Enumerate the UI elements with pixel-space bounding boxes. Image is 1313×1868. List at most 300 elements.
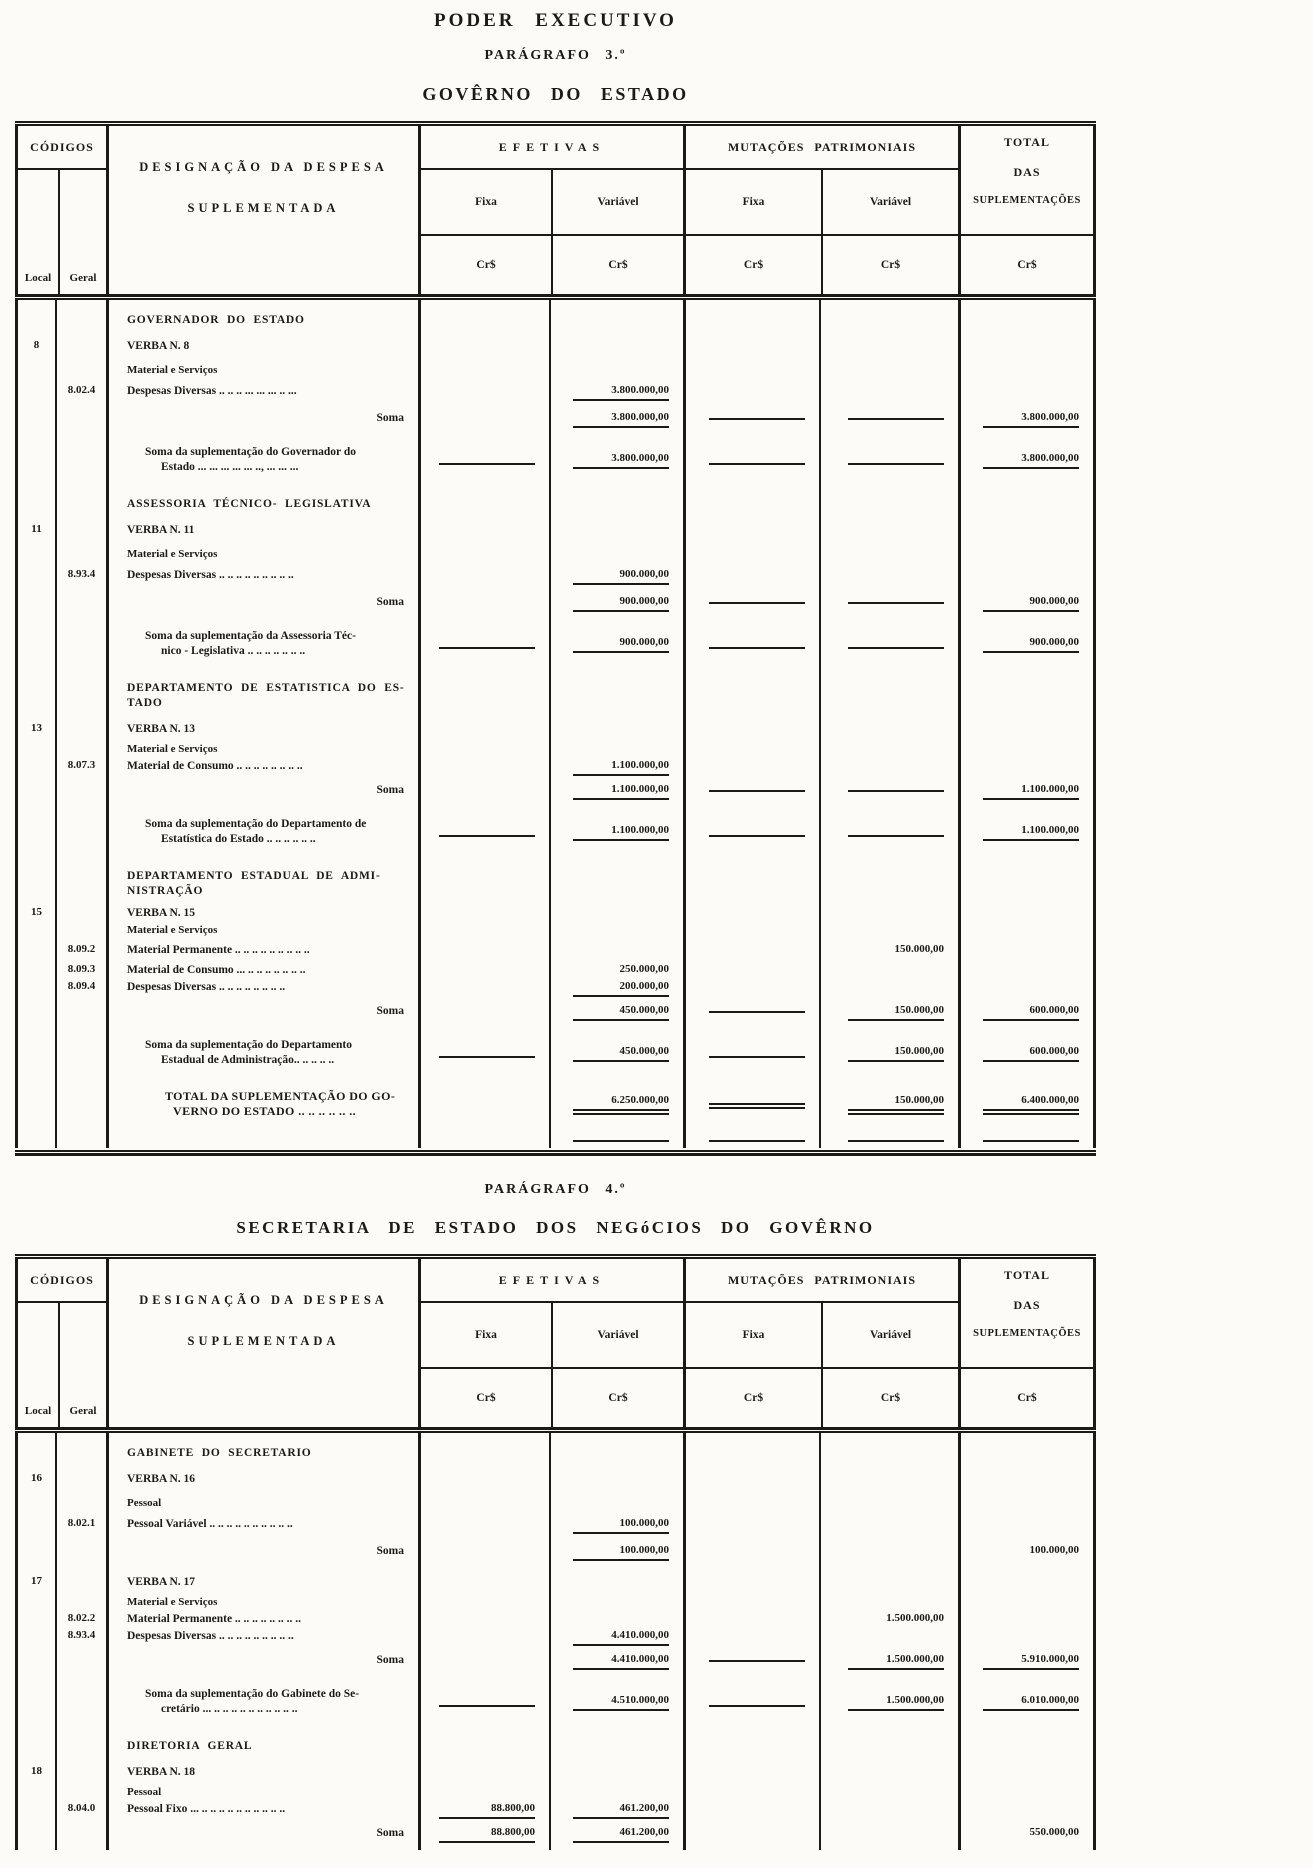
amount: 900.000,00 <box>983 636 1079 653</box>
amount: 1.100.000,00 <box>983 824 1079 841</box>
designacao-line: VERNO DO ESTADO .. .. .. .. .. .. <box>173 1104 356 1118</box>
cell-geral <box>57 332 109 358</box>
table-row <box>15 564 1096 589</box>
table-row <box>15 1131 1096 1148</box>
currency-label: Cr$ <box>880 259 901 271</box>
cell-local <box>15 1726 57 1758</box>
amount: 200.000,00 <box>573 980 669 997</box>
cell-local: 8 <box>15 332 57 358</box>
cell-mutacoes-variavel <box>821 962 961 979</box>
cell-total <box>961 435 1096 484</box>
amount <box>709 456 805 465</box>
designacao-label-line2: SUPLEMENTADA <box>187 201 340 215</box>
cell-geral <box>57 358 109 380</box>
cell-mutacoes-fixa <box>686 1628 821 1647</box>
cell-total <box>961 1628 1096 1647</box>
amount: 600.000,00 <box>983 1045 1079 1062</box>
cell-efetivas-variavel <box>551 516 686 542</box>
cell-geral <box>57 1594 109 1611</box>
cell-total <box>961 998 1096 1028</box>
paragraph-4-heading: PARÁGRAFO 4.º <box>484 1182 627 1197</box>
document-title: PODER EXECUTIVO <box>434 10 677 31</box>
cell-designacao <box>109 1801 421 1820</box>
cell-designacao <box>109 715 421 741</box>
cell-total <box>961 1568 1096 1594</box>
currency-label: Cr$ <box>476 259 496 271</box>
amount: 900.000,00 <box>983 595 1079 612</box>
cell-geral <box>57 1568 109 1594</box>
table-row <box>15 358 1096 380</box>
cell-total <box>961 715 1096 741</box>
cell-designacao <box>109 1726 421 1758</box>
designacao-line: nico - Legislativa .. .. .. .. .. .. .. <box>161 645 306 657</box>
cell-local <box>15 1628 57 1647</box>
cell-mutacoes-variavel <box>821 715 961 741</box>
cell-efetivas-fixa <box>421 962 551 979</box>
cell-geral: 8.04.0 <box>57 1801 109 1820</box>
cell-total <box>961 777 1096 807</box>
cell-mutacoes-variavel <box>821 405 961 435</box>
cell-mutacoes-variavel <box>821 1594 961 1611</box>
amount <box>709 1653 805 1662</box>
efetivas-subheader <box>421 170 683 294</box>
amount: 1.500.000,00 <box>886 1612 944 1624</box>
cell-designacao <box>109 962 421 979</box>
fixa-label: Fixa <box>421 170 551 236</box>
amount: 900.000,00 <box>573 636 669 653</box>
cell-total <box>961 484 1096 516</box>
table-row <box>15 998 1096 1028</box>
designacao-line: Soma da suplementação do Governador do <box>145 446 356 458</box>
cell-mutacoes-variavel <box>821 979 961 998</box>
amount: 900.000,00 <box>573 568 669 585</box>
cell-geral <box>57 1491 109 1513</box>
amount <box>439 640 535 649</box>
amount: 150.000,00 <box>848 1004 944 1021</box>
cell-mutacoes-fixa <box>686 1131 821 1148</box>
amount <box>573 1133 669 1142</box>
amount: 4.510.000,00 <box>573 1694 669 1711</box>
cell-designacao <box>109 1647 421 1677</box>
cell-total <box>961 1726 1096 1758</box>
designacao-line: Material e Serviços <box>127 924 218 936</box>
amount <box>709 828 805 837</box>
cell-total <box>961 939 1096 962</box>
cell-total <box>961 1465 1096 1491</box>
cell-geral <box>57 405 109 435</box>
header-designacao <box>109 1259 421 1427</box>
designacao-line: Material Permanente .. .. .. .. .. .. .. .. <box>127 1613 302 1625</box>
cell-mutacoes-variavel <box>821 1611 961 1628</box>
cell-efetivas-variavel <box>551 1491 686 1513</box>
mutacoes-fixa-column <box>686 170 821 294</box>
table-row <box>15 807 1096 856</box>
cell-efetivas-variavel <box>551 939 686 962</box>
designacao-line: GOVERNADOR DO ESTADO <box>127 314 305 326</box>
cell-efetivas-variavel <box>551 1568 686 1594</box>
table-row <box>15 777 1096 807</box>
cell-local <box>15 777 57 807</box>
cell-total <box>961 1801 1096 1820</box>
cell-efetivas-variavel <box>551 1611 686 1628</box>
cell-mutacoes-variavel <box>821 358 961 380</box>
designacao-line: VERBA N. 18 <box>127 1766 196 1778</box>
cell-efetivas-variavel <box>551 1465 686 1491</box>
designacao-line: Soma <box>376 1005 404 1017</box>
cell-total <box>961 807 1096 856</box>
cell-designacao <box>109 405 421 435</box>
table-row <box>15 1801 1096 1820</box>
designacao-line: NISTRAÇÃO <box>127 885 204 897</box>
designacao-line: Soma da suplementação do Departamento de <box>145 818 367 830</box>
table-row <box>15 1538 1096 1568</box>
cell-total <box>961 542 1096 564</box>
cell-efetivas-fixa <box>421 1628 551 1647</box>
cell-mutacoes-fixa <box>686 380 821 405</box>
table-row <box>15 1758 1096 1784</box>
cell-local <box>15 1131 57 1148</box>
currency-label: Cr$ <box>476 1392 496 1404</box>
header-mutacoes <box>686 1259 961 1427</box>
cell-mutacoes-fixa <box>686 1513 821 1538</box>
cell-total <box>961 1820 1096 1850</box>
header-efetivas <box>421 1259 686 1427</box>
cell-designacao <box>109 807 421 856</box>
cell-local <box>15 1820 57 1850</box>
local-column-label: Local <box>18 1303 60 1427</box>
total-label-line1: TOTAL <box>1004 1268 1050 1282</box>
designacao-line: ASSESSORIA TÉCNICO- LEGISLATIVA <box>127 498 372 510</box>
cell-efetivas-variavel <box>551 777 686 807</box>
amount: 1.500.000,00 <box>848 1653 944 1670</box>
cell-geral: 8.02.2 <box>57 1611 109 1628</box>
currency-label: Cr$ <box>608 259 628 271</box>
amount: 100.000,00 <box>1029 1544 1079 1556</box>
amount <box>848 411 944 420</box>
cell-geral: 8.09.4 <box>57 979 109 998</box>
designacao-line: Material Permanente .. .. .. .. .. .. .. .. .. <box>127 944 310 956</box>
cell-efetivas-fixa <box>421 380 551 405</box>
cell-efetivas-variavel <box>551 758 686 777</box>
cell-designacao <box>109 1465 421 1491</box>
amount: 5.910.000,00 <box>983 1653 1079 1670</box>
cell-mutacoes-fixa <box>686 1465 821 1491</box>
total-label <box>961 126 1093 236</box>
cell-geral <box>57 589 109 619</box>
amount: 450.000,00 <box>573 1045 669 1062</box>
cell-efetivas-fixa <box>421 358 551 380</box>
currency-label: Cr$ <box>743 1392 764 1404</box>
cell-local <box>15 435 57 484</box>
designacao-line: TADO <box>127 697 163 709</box>
cell-mutacoes-fixa <box>686 741 821 758</box>
cell-efetivas-variavel <box>551 1594 686 1611</box>
designacao-line: Soma <box>376 1827 404 1839</box>
cell-local <box>15 1647 57 1677</box>
table-row <box>15 332 1096 358</box>
cell-efetivas-variavel <box>551 1820 686 1850</box>
cell-efetivas-fixa <box>421 564 551 589</box>
designacao-line: VERBA N. 16 <box>127 1473 196 1485</box>
header-mutacoes <box>686 126 961 294</box>
cell-local <box>15 1801 57 1820</box>
designacao-line: Pessoal Fixo ... .. .. .. .. .. .. .. .. .. .. <box>127 1803 286 1815</box>
header-total <box>961 126 1096 294</box>
cell-local <box>15 1028 57 1077</box>
cell-total <box>961 741 1096 758</box>
cell-mutacoes-variavel <box>821 922 961 939</box>
cell-efetivas-fixa <box>421 435 551 484</box>
cell-total <box>961 668 1096 715</box>
cell-local <box>15 1611 57 1628</box>
cell-mutacoes-variavel <box>821 856 961 903</box>
cell-mutacoes-fixa <box>686 1758 821 1784</box>
currency-label: Cr$ <box>1017 1392 1037 1404</box>
cell-local <box>15 589 57 619</box>
amount: 250.000,00 <box>619 963 669 975</box>
amount <box>709 783 805 792</box>
cell-geral <box>57 741 109 758</box>
cell-designacao <box>109 668 421 715</box>
geral-column-label: Geral <box>69 1405 97 1417</box>
total-label <box>961 1259 1093 1369</box>
designacao-line: Pessoal Variável .. .. .. .. .. .. .. .. .. .. <box>127 1518 293 1530</box>
cell-local <box>15 1538 57 1568</box>
table-row <box>15 856 1096 903</box>
cell-local <box>15 619 57 668</box>
efetivas-subheader <box>421 1303 683 1427</box>
designacao-line: Soma <box>376 412 404 424</box>
cell-total <box>961 564 1096 589</box>
cell-geral <box>57 1465 109 1491</box>
amount: 4.410.000,00 <box>573 1653 669 1670</box>
cell-total <box>961 589 1096 619</box>
cell-efetivas-fixa <box>421 1594 551 1611</box>
amount <box>709 1100 805 1109</box>
cell-total <box>961 922 1096 939</box>
amount: 3.800.000,00 <box>983 452 1079 469</box>
cell-mutacoes-fixa <box>686 758 821 777</box>
cell-local: 13 <box>15 715 57 741</box>
designacao-label-line1: DESIGNAÇÃO DA DESPESA <box>139 160 388 174</box>
cell-designacao <box>109 1784 421 1801</box>
cell-efetivas-variavel <box>551 619 686 668</box>
table-row <box>15 1628 1096 1647</box>
cell-efetivas-variavel <box>551 1677 686 1726</box>
amount <box>439 1698 535 1707</box>
amount <box>848 828 944 837</box>
table-row <box>15 405 1096 435</box>
cell-geral <box>57 856 109 903</box>
designacao-line: Estatística do Estado .. .. .. .. .. .. <box>161 833 316 845</box>
cell-efetivas-variavel <box>551 1131 686 1148</box>
amount: 150.000,00 <box>848 1045 944 1062</box>
designacao-line: Soma <box>376 596 404 608</box>
cell-efetivas-variavel <box>551 1801 686 1820</box>
table-row <box>15 1784 1096 1801</box>
cell-local: 11 <box>15 516 57 542</box>
cell-mutacoes-fixa <box>686 564 821 589</box>
cell-efetivas-fixa <box>421 1077 551 1131</box>
amount: 3.800.000,00 <box>573 384 669 401</box>
cell-geral: 8.93.4 <box>57 564 109 589</box>
cell-mutacoes-fixa <box>686 777 821 807</box>
cell-mutacoes-fixa <box>686 435 821 484</box>
cell-total <box>961 300 1096 332</box>
cell-designacao <box>109 542 421 564</box>
cell-geral <box>57 542 109 564</box>
cell-local: 18 <box>15 1758 57 1784</box>
cell-efetivas-variavel <box>551 998 686 1028</box>
amount: 550.000,00 <box>1029 1826 1079 1838</box>
cell-total <box>961 1513 1096 1538</box>
cell-total <box>961 979 1096 998</box>
cell-designacao <box>109 1594 421 1611</box>
cell-geral: 8.02.1 <box>57 1513 109 1538</box>
cell-total <box>961 1077 1096 1131</box>
amount: 3.800.000,00 <box>573 452 669 469</box>
mutacoes-fixa-column <box>686 1303 821 1427</box>
amount <box>848 1133 944 1142</box>
cell-designacao <box>109 484 421 516</box>
cell-mutacoes-fixa <box>686 332 821 358</box>
mutacoes-variavel-column <box>821 170 958 294</box>
total-label-line2: DAS <box>1013 1298 1041 1312</box>
cell-mutacoes-fixa <box>686 589 821 619</box>
currency-label: Cr$ <box>608 1392 628 1404</box>
cell-mutacoes-fixa <box>686 542 821 564</box>
designacao-line: VERBA N. 8 <box>127 340 190 352</box>
cell-mutacoes-variavel <box>821 807 961 856</box>
mutacoes-variavel-column <box>821 1303 958 1427</box>
efetivas-fixa-column <box>421 170 551 294</box>
cell-mutacoes-variavel <box>821 332 961 358</box>
table-row <box>15 758 1096 777</box>
amount: 1.500.000,00 <box>848 1694 944 1711</box>
cell-efetivas-variavel <box>551 741 686 758</box>
designacao-line: Pessoal <box>127 1497 162 1509</box>
codigos-subheader <box>18 1303 106 1427</box>
cell-efetivas-fixa <box>421 332 551 358</box>
cell-efetivas-fixa <box>421 516 551 542</box>
table-row <box>15 1491 1096 1513</box>
cell-mutacoes-fixa <box>686 1647 821 1677</box>
cell-designacao <box>109 1677 421 1726</box>
cell-efetivas-fixa <box>421 922 551 939</box>
cell-efetivas-variavel <box>551 1433 686 1465</box>
mutacoes-label: MUTAÇÕES PATRIMONIAIS <box>686 1259 958 1303</box>
cell-mutacoes-fixa <box>686 1491 821 1513</box>
amount <box>848 783 944 792</box>
cell-geral <box>57 516 109 542</box>
cell-efetivas-fixa <box>421 856 551 903</box>
cell-local <box>15 1513 57 1538</box>
cell-designacao <box>109 1513 421 1538</box>
cell-designacao <box>109 922 421 939</box>
cell-total <box>961 1677 1096 1726</box>
cell-geral <box>57 1784 109 1801</box>
cell-local <box>15 405 57 435</box>
cell-mutacoes-fixa <box>686 903 821 922</box>
cell-efetivas-fixa <box>421 1758 551 1784</box>
cell-efetivas-fixa <box>421 1801 551 1820</box>
budget-table-governo-do-estado <box>15 121 1096 1156</box>
table-row <box>15 668 1096 715</box>
cell-mutacoes-variavel <box>821 516 961 542</box>
fixa-label: Fixa <box>421 1303 551 1369</box>
designacao-line: TOTAL DA SUPLEMENTAÇÃO DO GO- <box>165 1089 396 1103</box>
cell-efetivas-variavel <box>551 1538 686 1568</box>
cell-total <box>961 856 1096 903</box>
amount <box>848 640 944 649</box>
designacao-line: Soma da suplementação do Departamento <box>145 1039 352 1051</box>
cell-efetivas-variavel <box>551 903 686 922</box>
cell-mutacoes-fixa <box>686 484 821 516</box>
amount <box>983 1133 1079 1142</box>
amount: 900.000,00 <box>573 595 669 612</box>
amount <box>848 456 944 465</box>
cell-efetivas-fixa <box>421 998 551 1028</box>
cell-efetivas-fixa <box>421 619 551 668</box>
cell-total <box>961 1758 1096 1784</box>
cell-local <box>15 542 57 564</box>
amount <box>439 1049 535 1058</box>
table-row <box>15 380 1096 405</box>
cell-mutacoes-variavel <box>821 564 961 589</box>
cell-local <box>15 1594 57 1611</box>
cell-efetivas-fixa <box>421 1820 551 1850</box>
local-column-label: Local <box>18 170 60 294</box>
cell-designacao <box>109 1758 421 1784</box>
cell-efetivas-fixa <box>421 1677 551 1726</box>
cell-efetivas-fixa <box>421 1491 551 1513</box>
amount <box>709 595 805 604</box>
cell-mutacoes-variavel <box>821 1647 961 1677</box>
variavel-label: Variável <box>553 170 683 236</box>
cell-mutacoes-fixa <box>686 619 821 668</box>
cell-local <box>15 484 57 516</box>
cell-mutacoes-fixa <box>686 1726 821 1758</box>
amount: 1.100.000,00 <box>983 783 1079 800</box>
designacao-line: DIRETORIA GERAL <box>127 1740 253 1752</box>
cell-geral <box>57 922 109 939</box>
cell-designacao <box>109 1077 421 1131</box>
table-row <box>15 435 1096 484</box>
cell-designacao <box>109 1568 421 1594</box>
table-row <box>15 1077 1096 1131</box>
cell-efetivas-fixa <box>421 589 551 619</box>
cell-geral: 8.09.2 <box>57 939 109 962</box>
cell-efetivas-fixa <box>421 715 551 741</box>
cell-efetivas-fixa <box>421 1726 551 1758</box>
designacao-line: DEPARTAMENTO DE ESTATISTICA DO ES- <box>127 682 405 694</box>
cell-mutacoes-variavel <box>821 435 961 484</box>
amount: 88.800,00 <box>439 1826 535 1843</box>
efetivas-fixa-column <box>421 1303 551 1427</box>
cell-mutacoes-fixa <box>686 962 821 979</box>
cell-mutacoes-fixa <box>686 1677 821 1726</box>
cell-local <box>15 856 57 903</box>
cell-local: 16 <box>15 1465 57 1491</box>
cell-mutacoes-fixa <box>686 1611 821 1628</box>
amount: 450.000,00 <box>573 1004 669 1021</box>
cell-efetivas-fixa <box>421 1611 551 1628</box>
cell-mutacoes-variavel <box>821 1820 961 1850</box>
cell-local <box>15 564 57 589</box>
cell-mutacoes-variavel <box>821 1077 961 1131</box>
cell-geral <box>57 435 109 484</box>
cell-efetivas-fixa <box>421 777 551 807</box>
